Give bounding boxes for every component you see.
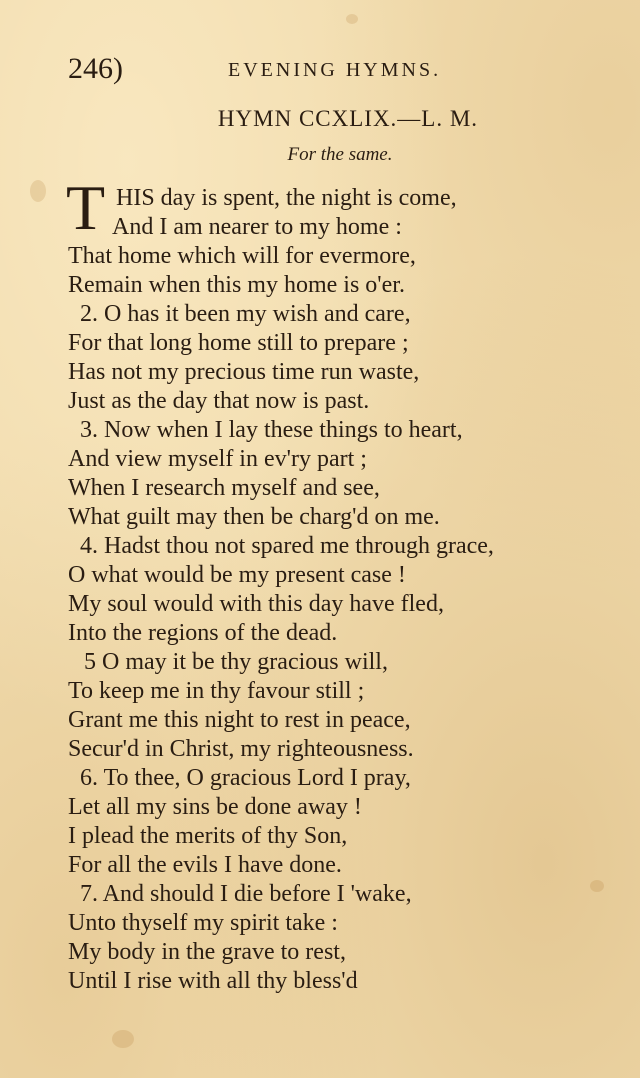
paper-stain <box>30 180 46 202</box>
verse-line: 5 O may it be thy gracious will, <box>84 649 388 675</box>
running-head <box>68 52 472 86</box>
verse-line: O what would be my present case ! <box>68 562 406 588</box>
verse-line: Grant me this night to rest in peace, <box>68 707 411 733</box>
paper-stain <box>590 880 604 892</box>
verse-line: 3. Now when I lay these things to heart, <box>80 417 463 443</box>
verse-line: My soul would with this day have fled, <box>68 591 444 617</box>
verse-line: That home which will for evermore, <box>68 243 416 269</box>
verse-line: What guilt may then be charg'd on me. <box>68 504 440 530</box>
verse-line: To keep me in thy favour still ; <box>68 678 365 704</box>
paper-stain <box>346 14 358 24</box>
section-title: EVENING HYMNS. <box>228 59 442 81</box>
verse-line: Let all my sins be done away ! <box>68 794 362 820</box>
verse-line: Unto thyself my spirit take : <box>68 910 338 936</box>
verse-line: Until I rise with all thy bless'd <box>68 968 358 994</box>
verse-line: Just as the day that now is past. <box>68 388 370 414</box>
verse-line: My body in the grave to rest, <box>68 939 346 965</box>
verse-line: 2. O has it been my wish and care, <box>80 301 411 327</box>
verse-line: And I am nearer to my home : <box>112 214 402 240</box>
paper-stain <box>112 1030 134 1048</box>
verse-line: 6. To thee, O gracious Lord I pray, <box>80 765 411 791</box>
verse-line: I plead the merits of thy Son, <box>68 823 348 849</box>
page-number: 246) <box>68 52 123 85</box>
drop-cap: T <box>66 172 106 243</box>
verse-line: Has not my precious time run waste, <box>68 359 420 385</box>
verse-line: 4. Hadst thou not spared me through grace, <box>80 533 494 559</box>
verse-line: For that long home still to prepare ; <box>68 330 409 356</box>
verse-line: Into the regions of the dead. <box>68 620 338 646</box>
hymn-subtitle: For the same. <box>287 144 393 165</box>
verse-line: HIS day is spent, the night is come, <box>116 185 457 211</box>
verse-line: Remain when this my home is o'er. <box>68 272 405 298</box>
verse-line: When I research myself and see, <box>68 475 380 501</box>
hymn-title: HYMN CCXLIX.—L. M. <box>217 106 479 131</box>
verse-line: And view myself in ev'ry part ; <box>68 446 367 472</box>
verse-line: Secur'd in Christ, my righteousness. <box>68 736 414 762</box>
verse-line: 7. And should I die before I 'wake, <box>80 881 412 907</box>
verse-line: For all the evils I have done. <box>68 852 342 878</box>
